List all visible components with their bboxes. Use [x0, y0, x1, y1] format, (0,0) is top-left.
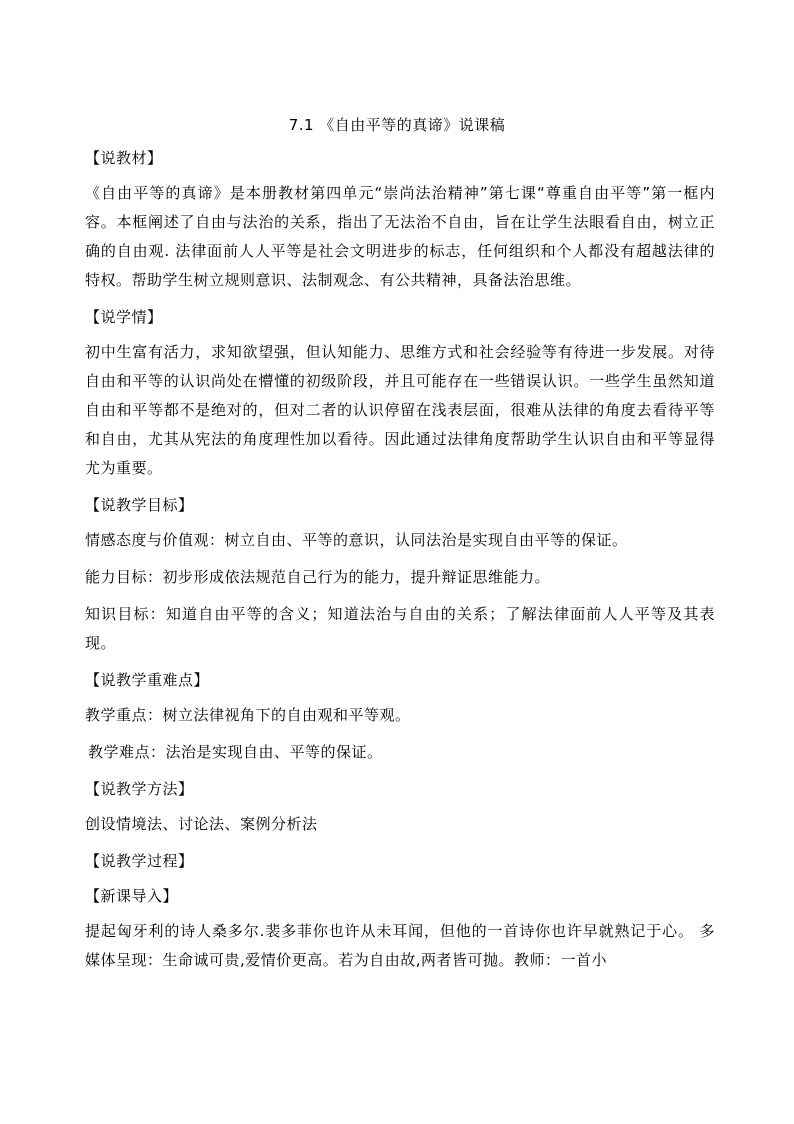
section-heading-process: 【说教学过程】	[85, 852, 194, 870]
paragraph-objective-values: 情感态度与价值观：树立自由、平等的意识，认同法治是实现自由平等的保证。	[85, 531, 628, 549]
page-title: 7.1 《自由平等的真谛》说课稿	[288, 116, 506, 134]
section-heading-key-points: 【说教学重难点】	[85, 671, 210, 689]
paragraph-textbook: 《自由平等的真谛》是本册教材第四单元“崇尚法治精神”第七课“尊重自由平等”第一框内容。本框阐述了自由与法治的关系，指出了无法治不自由，旨在让学生法眼看自由，树立正确的自由观. 法律面前人人平等是社会文明进步的标志，任何组织和个人都没有超越法律的特权。帮助学生树立规则意识、法制观念、有公共精神，具备法治思维。	[85, 184, 715, 289]
paragraph-objective-knowledge: 知识目标：知道自由平等的含义；知道法治与自由的关系；了解法律面前人人平等及其表现。	[85, 605, 715, 652]
section-heading-methods: 【说教学方法】	[85, 780, 194, 798]
section-heading-textbook: 【说教材】	[85, 149, 163, 167]
paragraph-introduction: 提起匈牙利的诗人桑多尔.裴多菲你也许从未耳闻，但他的一首诗你也许早就熟记于心。 多媒体呈现：生命诚可贵,爱情价更高。若为自由故,两者皆可抛。教师：一首小	[85, 922, 715, 969]
paragraph-methods: 创设情境法、讨论法、案例分析法	[85, 815, 318, 833]
section-heading-introduction: 【新课导入】	[85, 887, 179, 905]
document-body	[85, 144, 715, 983]
paragraph-objective-ability: 能力目标：初步形成依法规范自己行为的能力，提升辩证思维能力。	[85, 568, 551, 586]
paragraph-difficult-point: 教学难点：法治是实现自由、平等的保证。	[88, 743, 383, 761]
paragraph-students: 初中生富有活力，求知欲望强，但认知能力、思维方式和社会经验等有待进一步发展。对待自由和平等的认识尚处在懵懂的初级阶段，并且可能存在一些错误认识。一些学生虽然知道自由和平等都不是绝对的，但对二者的认识停留在浅表层面，很难从法律的角度去看待平等和自由，尤其从宪法的角度理性加以看待。因此通过法律角度帮助学生认识自由和平等显得尤为重要。	[85, 343, 715, 477]
section-heading-objectives: 【说教学目标】	[85, 496, 194, 514]
section-heading-students: 【说学情】	[85, 308, 163, 326]
paragraph-key-point: 教学重点：树立法律视角下的自由观和平等观。	[85, 706, 411, 724]
